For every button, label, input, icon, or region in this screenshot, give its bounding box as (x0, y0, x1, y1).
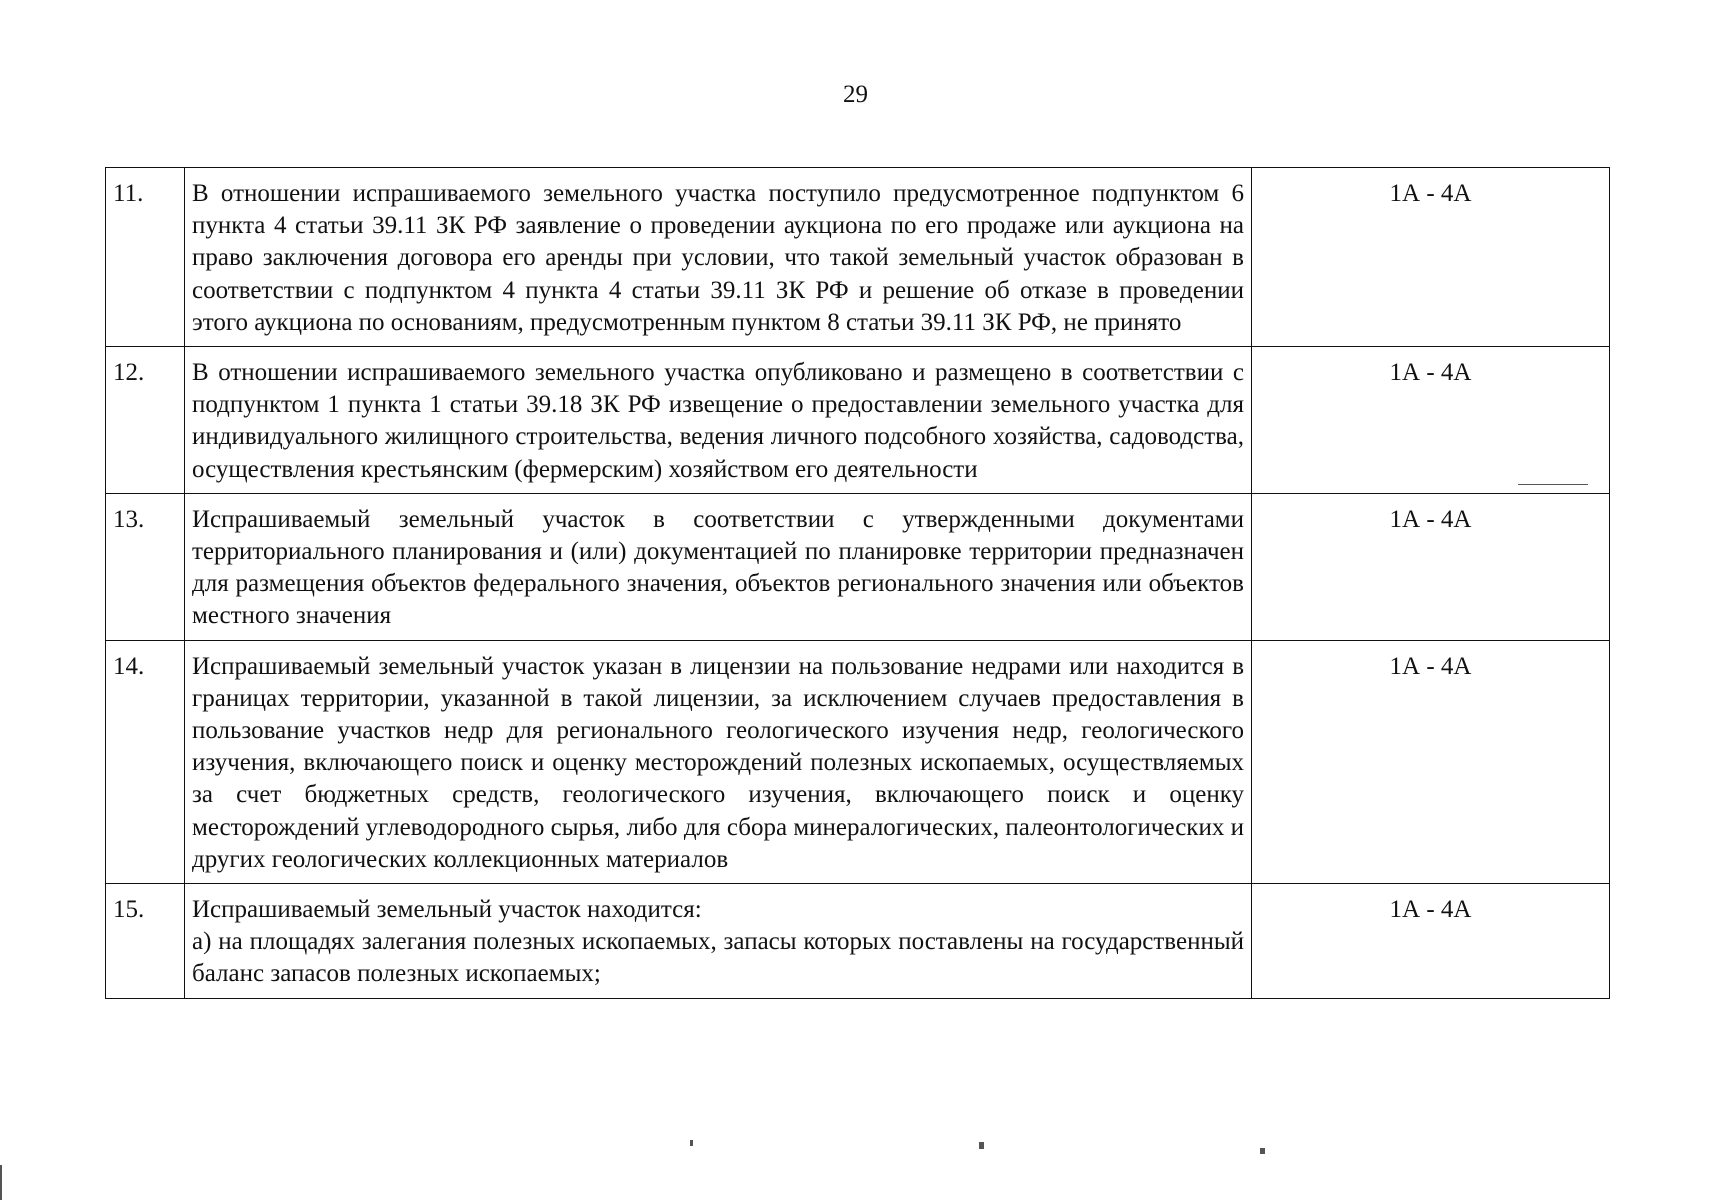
table-row (106, 884, 1610, 999)
row-number: 14. (106, 640, 185, 883)
table-row (106, 493, 1610, 640)
row-text: Испрашиваемый земельный участок находится: а) на площадях залегания полезных ископаемых, запасы которых поставлены на государственный баланс запасов полезных ископаемых; (185, 884, 1252, 999)
table-row (106, 640, 1610, 883)
row-code: 1А - 4А (1252, 347, 1610, 494)
rules-table (105, 167, 1610, 999)
row-number: 13. (106, 493, 185, 640)
scan-dash-mark (1518, 484, 1588, 485)
row-number: 15. (106, 884, 185, 999)
scan-speck-mark (979, 1142, 984, 1149)
row-number: 12. (106, 347, 185, 494)
row-code: 1А - 4А (1252, 884, 1610, 999)
row-code: 1А - 4А (1252, 640, 1610, 883)
row-code: 1А - 4А (1252, 168, 1610, 347)
scan-edge-mark (0, 1165, 2, 1200)
row-text: В отношении испрашиваемого земельного участка опубликовано и размещено в соответствии с подпунктом 1 пункта 1 статьи 39.18 ЗК РФ извещение о предоставлении земельного участка для индивидуального жилищного строительства, ведения личного подсобного хозяйства, садоводства, осуществления крестьянским (фермерским) хозяйством его деятельности (185, 347, 1252, 494)
row-text: Испрашиваемый земельный участок в соответствии с утвержденными документами территориального планирования и (или) документацией по планировке территории предназначен для размещения объектов федерального значения, объектов регионального значения или объектов местного значения (185, 493, 1252, 640)
scan-speck-mark (690, 1140, 693, 1146)
row-number: 11. (106, 168, 185, 347)
page-number: 29 (843, 81, 868, 108)
row-text: В отношении испрашиваемого земельного участка поступило предусмотренное подпунктом 6 пункта 4 статьи 39.11 ЗК РФ заявление о проведении аукциона по его продаже или аукциона на право заключения договора его аренды при условии, что такой земельный участок образован в соответствии с подпунктом 4 пункта 4 статьи 39.11 ЗК РФ и решение об отказе в проведении этого аукциона по основаниям, предусмотренным пунктом 8 статьи 39.11 ЗК РФ, не принято (185, 168, 1252, 347)
row-code: 1А - 4А (1252, 493, 1610, 640)
table-row (106, 168, 1610, 347)
table-row (106, 347, 1610, 494)
row-text: Испрашиваемый земельный участок указан в лицензии на пользование недрами или находится в границах территории, указанной в такой лицензии, за исключением случаев предоставления в пользование участков недр для регионального геологического изучения недр, геологического изучения, включающего поиск и оценку месторождений полезных ископаемых, осуществляемых за счет бюджетных средств, геологического изучения, включающего поиск и оценку месторождений углеводородного сырья, либо для сбора минералогических, палеонтологических и других геологических коллекционных материалов (185, 640, 1252, 883)
scan-speck-mark (1260, 1148, 1265, 1154)
